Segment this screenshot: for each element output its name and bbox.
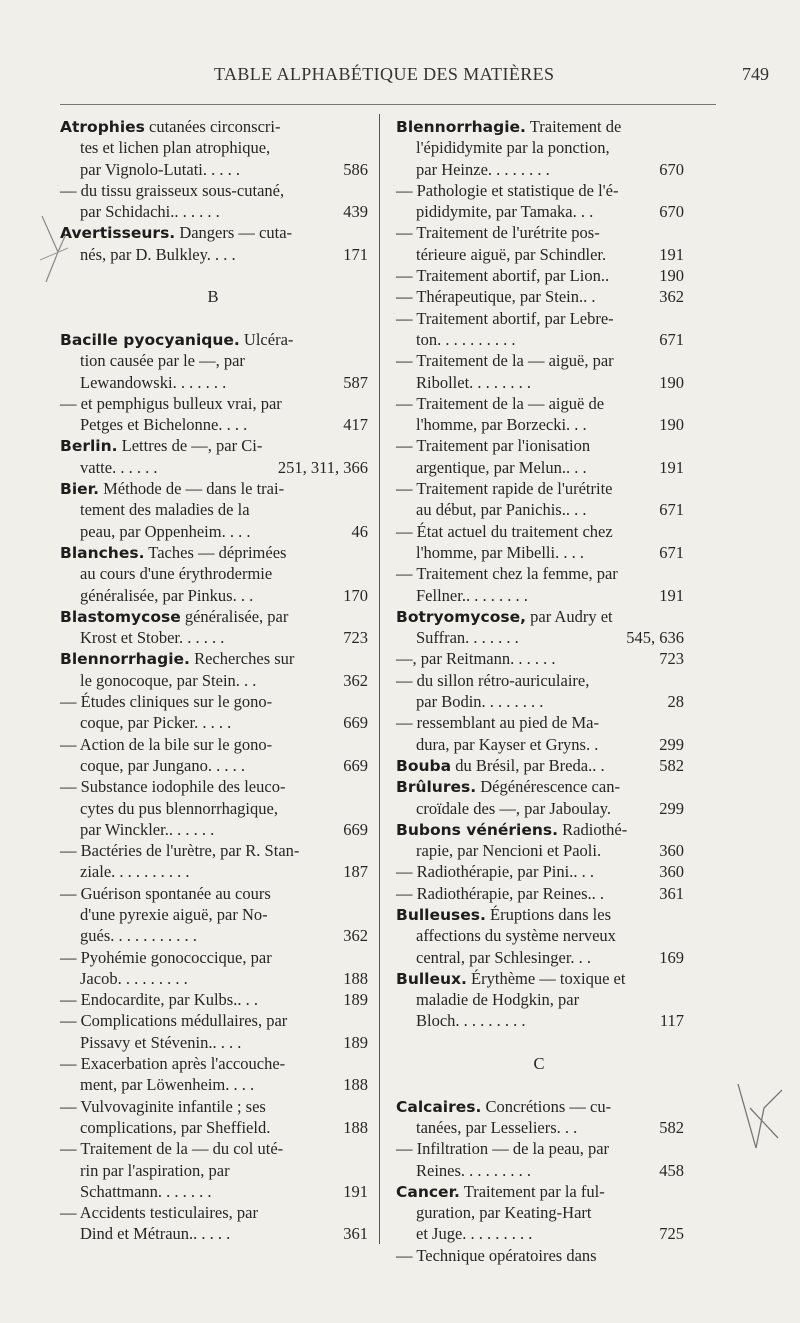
index-entry — [60, 244, 366, 265]
page-reference: 362 — [343, 926, 368, 946]
entry-text: Atrophies cutanées circonscri- — [60, 117, 281, 136]
column-divider — [379, 114, 380, 1244]
entry-text: pididymite, par Tamaka. . . — [416, 202, 594, 222]
index-entry — [60, 904, 366, 925]
index-entry — [396, 1245, 682, 1266]
entry-text: — État actuel du traitement chez — [396, 521, 613, 541]
index-entry — [60, 1138, 366, 1159]
index-entry — [396, 861, 682, 882]
entry-text: Ribollet. . . . . . . . — [416, 372, 532, 392]
entry-headword: Calcaires. — [396, 1097, 482, 1116]
header-rule — [60, 104, 716, 105]
index-entry — [60, 1160, 366, 1181]
entry-text: Avertisseurs. Dangers — cuta- — [60, 223, 293, 243]
index-entry — [396, 1096, 682, 1117]
entry-text: au début, par Panichis.. . . — [416, 500, 587, 520]
page-reference: 170 — [343, 585, 368, 605]
entry-text: — et pemphigus bulleux vrai, par — [60, 393, 282, 413]
page-reference: 360 — [659, 841, 684, 861]
page-reference: 251, 311, 366 — [277, 457, 368, 477]
page-reference: 190 — [659, 415, 684, 435]
index-entry — [396, 670, 682, 691]
section-letter: B — [207, 287, 219, 307]
entry-text: — ressemblant au pied de Ma- — [396, 713, 599, 733]
entry-text: d'une pyrexie aiguë, par No- — [80, 904, 268, 924]
entry-headword: Cancer. — [396, 1182, 460, 1201]
page-title: TABLE ALPHABÉTIQUE DES MATIÈRES — [214, 64, 555, 84]
index-entry — [396, 691, 682, 712]
entry-text: Bouba du Brésil, par Breda.. . — [396, 755, 605, 775]
entry-headword: Bubons vénériens. — [396, 820, 559, 839]
index-entry — [396, 329, 682, 350]
entry-headword: Avertisseurs. — [60, 224, 176, 243]
entry-text: Reines. . . . . . . . . — [416, 1160, 532, 1180]
entry-text: Bloch. . . . . . . . . — [416, 1011, 526, 1031]
entry-text: — Exacerbation après l'accouche- — [60, 1054, 286, 1074]
entry-text: guration, par Keating-Hart — [416, 1203, 592, 1223]
index-entry — [60, 627, 366, 648]
index-entry — [396, 1202, 682, 1223]
page-number: 749 — [742, 64, 769, 84]
entry-text: — Guérison spontanée au cours — [60, 883, 271, 903]
index-entry — [396, 1181, 682, 1202]
entry-text: — Radiothérapie, par Pini.. . . — [396, 862, 594, 882]
index-entry — [396, 904, 682, 925]
entry-text: vatte. . . . . . — [80, 457, 158, 477]
entry-text: Bier. Méthode de — dans le trai- — [60, 479, 285, 499]
entry-headword: Berlin. — [60, 437, 118, 456]
entry-text: dura, par Kayser et Gryns. . — [416, 734, 599, 754]
entry-headword: Blanches. — [60, 543, 145, 562]
index-entry — [60, 989, 366, 1010]
index-entry — [396, 819, 682, 840]
index-entry — [396, 648, 682, 669]
index-entry — [60, 372, 366, 393]
entry-text: térieure aiguë, par Schindler. — [416, 244, 607, 264]
entry-text: et Juge. . . . . . . . . — [416, 1224, 533, 1244]
index-entry — [60, 1223, 366, 1244]
page-reference: 188 — [343, 1075, 368, 1095]
entry-text: — Complications médullaires, par — [60, 1011, 288, 1031]
entry-text: — Traitement par l'ionisation — [396, 436, 591, 456]
index-entry — [60, 201, 366, 222]
entry-text: — Endocardite, par Kulbs.. . . — [60, 990, 258, 1010]
entry-text: — Traitement de la — aiguë, par — [396, 351, 614, 371]
index-entry — [396, 308, 682, 329]
entry-text: Lewandowski. . . . . . . — [80, 372, 227, 392]
entry-text: l'homme, par Borzecki. . . — [416, 415, 587, 435]
index-entry — [60, 350, 366, 371]
entry-text: Jacob. . . . . . . . . — [80, 968, 188, 988]
page-reference: 458 — [659, 1160, 684, 1180]
entry-text: Schattmann. . . . . . . — [80, 1181, 212, 1201]
entry-text: — Études cliniques sur le gono- — [60, 692, 273, 712]
index-entry — [60, 776, 366, 797]
index-entry — [60, 755, 366, 776]
page-reference: 362 — [659, 287, 684, 307]
entry-text: — Traitement abortif, par Lebre- — [396, 308, 614, 328]
entry-text: Petges et Bichelonne. . . . — [80, 415, 248, 435]
entry-text: Cancer. Traitement par la ful- — [396, 1181, 605, 1201]
index-entry — [396, 883, 682, 904]
index-entry — [396, 137, 682, 158]
entry-text: Botryomycose, par Audry et — [396, 606, 613, 626]
index-entry — [396, 1138, 682, 1159]
index-entry — [60, 1096, 366, 1117]
page-reference: 545, 636 — [626, 628, 684, 648]
entry-text: Blanches. Taches — déprimées — [60, 542, 287, 562]
entry-text: Calcaires. Concrétions — cu- — [396, 1096, 612, 1116]
index-entry — [60, 947, 366, 968]
entry-headword: Bacille pyocyanique. — [60, 330, 240, 349]
index-entry — [60, 670, 366, 691]
page-reference: 587 — [343, 372, 368, 392]
page-reference: 191 — [659, 457, 684, 477]
page-reference: 191 — [659, 585, 684, 605]
index-entry — [396, 776, 682, 797]
entry-headword: Blastomycose — [60, 607, 181, 626]
entry-text: tement des maladies de la — [80, 500, 250, 520]
entry-text: — Traitement rapide de l'urétrite — [396, 479, 613, 499]
page-reference: 582 — [659, 1117, 684, 1137]
entry-text: par Winckler.. . . . . . — [80, 819, 215, 839]
index-entry — [60, 563, 366, 584]
index-entry — [396, 499, 682, 520]
index-entry — [60, 478, 366, 499]
entry-text: — Accidents testiculaires, par — [60, 1203, 258, 1223]
page-reference: 117 — [659, 1011, 684, 1031]
entry-text: tes et lichen plan atrophique, — [80, 138, 271, 158]
entry-headword: Atrophies — [60, 118, 145, 136]
index-entry — [396, 350, 682, 371]
spacer — [60, 265, 366, 286]
entry-text: — Infiltration — de la peau, par — [396, 1139, 610, 1159]
page-reference: 417 — [343, 415, 368, 435]
pencil-mark-right — [730, 1078, 790, 1158]
page-reference: 670 — [659, 159, 684, 179]
index-entry — [60, 1053, 366, 1074]
index-entry — [396, 116, 682, 137]
entry-text: coque, par Picker. . . . . — [80, 713, 232, 733]
entry-text: — Traitement de la — du col uté- — [60, 1139, 284, 1159]
entry-text: par Bodin. . . . . . . . — [416, 692, 544, 712]
pencil-mark-left — [36, 212, 76, 292]
entry-text: — Pyohémie gonococcique, par — [60, 947, 272, 967]
entry-text: affections du système nerveux — [416, 926, 616, 946]
index-entry — [60, 137, 366, 158]
entry-text: au cours d'une érythrodermie — [80, 564, 273, 584]
index-entry — [60, 819, 366, 840]
entry-text: Dind et Métraun.. . . . . — [80, 1224, 231, 1244]
index-entry — [396, 180, 682, 201]
spacer — [60, 308, 366, 329]
page-reference: 299 — [659, 798, 684, 818]
entry-text: gués. . . . . . . . . . . — [80, 926, 197, 946]
index-entry — [396, 606, 682, 627]
index-entry — [396, 457, 682, 478]
index-entry — [396, 947, 682, 968]
entry-text: rapie, par Nencioni et Paoli. — [416, 841, 602, 861]
index-entry — [396, 542, 682, 563]
entry-text: généralisée, par Pinkus. . . — [80, 585, 254, 605]
entry-text: Bubons vénériens. Radiothé- — [396, 819, 628, 839]
page-reference: 360 — [659, 862, 684, 882]
entry-text: ment, par Löwenheim. . . . — [80, 1075, 255, 1095]
entry-text: cytes du pus blennorrhagique, — [80, 798, 278, 818]
index-entry — [60, 840, 366, 861]
spacer — [396, 1032, 682, 1053]
entry-text: — Traitement abortif, par Lion.. — [396, 266, 610, 286]
right-column — [396, 116, 682, 1266]
index-entry — [60, 734, 366, 755]
page-reference: 361 — [659, 883, 684, 903]
index-entry — [396, 222, 682, 243]
index-entry — [60, 116, 366, 137]
index-entry — [396, 1160, 682, 1181]
page-reference: 669 — [343, 755, 368, 775]
running-header — [0, 60, 800, 90]
entry-text: argentique, par Melun.. . . — [416, 457, 587, 477]
index-entry — [396, 840, 682, 861]
index-entry — [60, 414, 366, 435]
entry-text: central, par Schlesinger. . . — [416, 947, 592, 967]
entry-text: Pissavy et Stévenin.. . . . — [80, 1032, 242, 1052]
page-reference: 586 — [343, 159, 368, 179]
index-entry — [60, 1074, 366, 1095]
entry-text: Berlin. Lettres de —, par Ci- — [60, 436, 263, 456]
index-entry — [396, 521, 682, 542]
entry-headword: Bouba — [396, 756, 452, 775]
index-entry — [396, 563, 682, 584]
entry-text: — Thérapeutique, par Stein.. . — [396, 287, 596, 307]
page-reference: 46 — [351, 521, 368, 541]
index-entry — [60, 499, 366, 520]
index-entry — [60, 159, 366, 180]
index-entry — [396, 989, 682, 1010]
index-entry — [60, 542, 366, 563]
index-entry — [396, 372, 682, 393]
entry-headword: Blennorrhagie. — [60, 650, 190, 669]
page-reference: 169 — [659, 947, 684, 967]
entry-text: Blennorrhagie. Recherches sur — [60, 649, 295, 669]
index-entry — [396, 627, 682, 648]
index-entry — [396, 1223, 682, 1244]
page-reference: 669 — [343, 819, 368, 839]
entry-text: Bacille pyocyanique. Ulcéra- — [60, 329, 294, 349]
entry-text: croïdale des —, par Jaboulay. — [416, 798, 612, 818]
index-entry — [60, 798, 366, 819]
entry-text: nés, par D. Bulkley. . . . — [80, 244, 236, 264]
left-column — [60, 116, 366, 1245]
index-entry — [396, 478, 682, 499]
entry-text: coque, par Jungano. . . . . — [80, 755, 245, 775]
entry-headword: Bulleuses. — [396, 905, 486, 924]
entry-text: maladie de Hodgkin, par — [416, 990, 580, 1010]
entry-text: — du sillon rétro-auriculaire, — [396, 670, 590, 690]
index-entry — [60, 222, 366, 243]
index-entry — [60, 606, 366, 627]
entry-text: — Substance iodophile des leuco- — [60, 777, 286, 797]
page-reference: 671 — [659, 500, 684, 520]
page-reference: 191 — [659, 244, 684, 264]
entry-text: Suffran. . . . . . . — [416, 628, 519, 648]
entry-text: Bulleuses. Éruptions dans les — [396, 904, 611, 924]
entry-text: peau, par Oppenheim. . . . — [80, 521, 251, 541]
entry-text: rin par l'aspiration, par — [80, 1160, 230, 1180]
index-entry — [60, 180, 366, 201]
entry-headword: Botryomycose, — [396, 607, 526, 626]
entry-text: — du tissu graisseux sous-cutané, — [60, 180, 285, 200]
index-entry — [60, 521, 366, 542]
page-reference: 189 — [343, 1032, 368, 1052]
page-reference: 190 — [659, 372, 684, 392]
index-entry — [396, 734, 682, 755]
entry-text: — Action de la bile sur le gono- — [60, 734, 273, 754]
index-entry — [60, 585, 366, 606]
entry-text: ziale. . . . . . . . . . — [80, 862, 190, 882]
entry-text: l'épididymite par la ponction, — [416, 138, 610, 158]
index-entry — [60, 435, 366, 456]
index-entry — [396, 286, 682, 307]
entry-text: complications, par Sheffield. — [80, 1117, 271, 1137]
entry-text: — Traitement de l'urétrite pos- — [396, 223, 600, 243]
index-entry — [396, 925, 682, 946]
index-entry — [396, 435, 682, 456]
index-entry — [60, 861, 366, 882]
index-entry — [396, 755, 682, 776]
index-entry — [396, 393, 682, 414]
page-reference: 188 — [343, 1117, 368, 1137]
page-reference: 723 — [343, 628, 368, 648]
page-reference: 189 — [343, 990, 368, 1010]
page-reference: 671 — [659, 542, 684, 562]
entry-text: ton. . . . . . . . . . — [416, 329, 516, 349]
entry-text: — Pathologie et statistique de l'é- — [396, 180, 619, 200]
index-entry — [396, 244, 682, 265]
entry-text: — Radiothérapie, par Reines.. . — [396, 883, 605, 903]
page-reference: 28 — [667, 692, 684, 712]
entry-headword: Bier. — [60, 480, 99, 499]
entry-text: — Vulvovaginite infantile ; ses — [60, 1096, 266, 1116]
entry-text: — Bactéries de l'urètre, par R. Stan- — [60, 841, 300, 861]
page-reference: 723 — [659, 649, 684, 669]
entry-text: Blennorrhagie. Traitement de — [396, 117, 622, 136]
index-entry — [396, 968, 682, 989]
index-entry — [60, 712, 366, 733]
index-entry — [60, 1032, 366, 1053]
page-reference: 361 — [343, 1224, 368, 1244]
page-reference: 190 — [659, 266, 684, 286]
page-reference: 191 — [343, 1181, 368, 1201]
entry-text: Blastomycose généralisée, par — [60, 606, 289, 626]
page-reference: 669 — [343, 713, 368, 733]
entry-text: Fellner.. . . . . . . . — [416, 585, 528, 605]
index-entry — [60, 691, 366, 712]
index-entry — [60, 968, 366, 989]
index-entry — [396, 712, 682, 733]
page-reference: 362 — [343, 670, 368, 690]
page-reference: 582 — [659, 755, 684, 775]
index-entry — [60, 393, 366, 414]
entry-text: par Schidachi.. . . . . . — [80, 202, 220, 222]
page-reference: 188 — [343, 968, 368, 988]
index-entry — [60, 329, 366, 350]
index-entry — [60, 1117, 366, 1138]
page-reference: 671 — [659, 329, 684, 349]
entry-text: — Traitement chez la femme, par — [396, 564, 618, 584]
index-entry — [396, 265, 682, 286]
index-entry — [396, 585, 682, 606]
entry-headword: Blennorrhagie. — [396, 118, 526, 136]
entry-text: par Vignolo-Lutati. . . . . — [80, 159, 241, 179]
index-entry — [396, 798, 682, 819]
index-entry — [60, 457, 366, 478]
page-reference: 187 — [343, 862, 368, 882]
page-reference: 670 — [659, 202, 684, 222]
entry-text: l'homme, par Mibelli. . . . — [416, 542, 584, 562]
index-entry — [60, 1202, 366, 1223]
index-entry — [396, 159, 682, 180]
index-entry — [60, 648, 366, 669]
entry-text: par Heinze. . . . . . . . — [416, 159, 550, 179]
entry-headword: Brûlures. — [396, 778, 477, 797]
entry-text: tanées, par Lesseliers. . . — [416, 1117, 578, 1137]
entry-text: — Traitement de la — aiguë de — [396, 393, 605, 413]
entry-text: Brûlures. Dégénérescence can- — [396, 777, 620, 797]
index-entry — [60, 883, 366, 904]
entry-text: Bulleux. Érythème — toxique et — [396, 968, 626, 988]
index-entry — [396, 201, 682, 222]
entry-headword: Bulleux. — [396, 969, 467, 988]
index-entry — [396, 1010, 682, 1031]
page-reference: 299 — [659, 734, 684, 754]
index-entry — [396, 414, 682, 435]
entry-text: —, par Reitmann. . . . . . — [396, 649, 556, 669]
entry-text: Krost et Stober. . . . . . — [80, 628, 225, 648]
spacer — [396, 1074, 682, 1095]
index-entry — [60, 1181, 366, 1202]
page-reference: 439 — [343, 202, 368, 222]
index-entry — [60, 1010, 366, 1031]
index-entry — [396, 1117, 682, 1138]
page-reference: 725 — [659, 1224, 684, 1244]
entry-text: le gonocoque, par Stein. . . — [80, 670, 257, 690]
section-letter: C — [533, 1054, 545, 1074]
entry-text: tion causée par le —, par — [80, 351, 245, 371]
page-reference: 171 — [343, 244, 368, 264]
entry-text: — Technique opératoires dans — [396, 1245, 597, 1265]
index-entry — [60, 925, 366, 946]
